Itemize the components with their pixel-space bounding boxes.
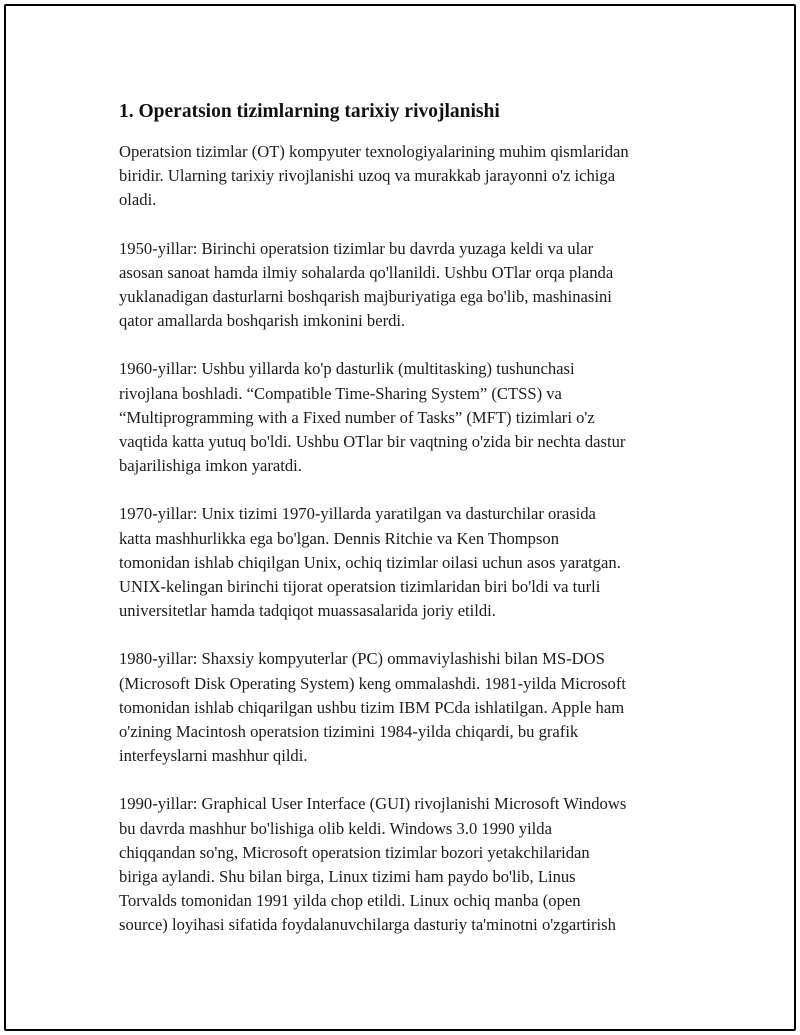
paragraph-line: (Microsoft Disk Operating System) keng ommalashdi. 1981-yilda Microsoft [119, 673, 626, 693]
paragraph-line: 1970-yillar: Unix tizimi 1970-yillarda yaratilgan va dasturchilar orasida [119, 504, 596, 524]
paragraph-line: 1990-yillar: Graphical User Interface (GUI) rivojlanishi Microsoft Windows [119, 794, 627, 814]
paragraph-line: 1950-yillar: Birinchi operatsion tizimlar bu davrda yuzaga keldi va ular [119, 238, 594, 258]
paragraph-line: katta mashhurlikka ega bo'lgan. Dennis Ritchie va Ken Thompson [119, 528, 560, 548]
paragraph-line: biridir. Ularning tarixiy rivojlanishi uzoq va murakkab jarayonni o'z ichiga [119, 166, 616, 186]
paragraph-line: 1960-yillar: Ushbu yillarda ko'p dasturlik (multitasking) tushunchasi [119, 359, 575, 379]
paragraph-line: universitetlar hamda tadqiqot muassasalarida joriy etildi. [119, 601, 496, 621]
paragraph-line: tomonidan ishlab chiqilgan Unix, ochiq tizimlar oilasi uchun asos yaratgan. [119, 552, 621, 572]
paragraph-line: yuklanadigan dasturlarni boshqarish majburiyatiga ega bo'lib, mashinasini [119, 287, 612, 307]
paragraph-line: biriga aylandi. Shu bilan birga, Linux tizimi ham paydo bo'lib, Linus [119, 867, 576, 887]
paragraph-1950s [119, 237, 694, 334]
paragraph-line: source) loyihasi sifatida foydalanuvchilarga dasturiy ta'minotni o'zgartirish [119, 915, 616, 935]
section-heading: 1. Operatsion tizimlarning tarixiy rivojlanishi [119, 101, 500, 122]
paragraph-line: vaqtida katta yutuq bo'ldi. Ushbu OTlar bir vaqtning o'zida bir nechta dastur [119, 432, 626, 452]
paragraph-line: Operatsion tizimlar (OT) kompyuter texnologiyalarining muhim qismlaridan [119, 142, 629, 161]
paragraph-line: 1980-yillar: Shaxsiy kompyuterlar (PC) ommaviylashishi bilan MS-DOS [119, 649, 605, 669]
paragraph-1990s [119, 792, 694, 937]
paragraph-1970s [119, 502, 694, 623]
paragraph-intro [119, 140, 694, 213]
paragraph-line: tomonidan ishlab chiqarilgan ushbu tizim IBM PCda ishlatilgan. Apple ham [119, 697, 625, 717]
paragraph-line: Torvalds tomonidan 1991 yilda chop etildi. Linux ochiq manba (open [119, 891, 581, 911]
paragraph-line: asosan sanoat hamda ilmiy sohalarda qo'llanildi. Ushbu OTlar orqa planda [119, 262, 614, 282]
paragraph-line: qator amallarda boshqarish imkonini berdi. [119, 311, 406, 331]
paragraph-line: UNIX-kelingan birinchi tijorat operatsion tizimlaridan biri bo'ldi va turli [119, 577, 601, 597]
paragraph-line: bajarilishiga imkon yaratdi. [119, 456, 302, 476]
paragraph-line: rivojlana boshladi. “Compatible Time-Sharing System” (CTSS) va [119, 383, 562, 403]
paragraph-line: bu davrda mashhur bo'lishiga olib keldi. Windows 3.0 1990 yilda [119, 818, 552, 838]
paragraph-1960s [119, 357, 694, 478]
paragraph-line: “Multiprogramming with a Fixed number of Tasks” (MFT) tizimlari o'z [119, 407, 595, 427]
paragraph-line: o'zining Macintosh operatsion tizimini 1984-yilda chiqardi, bu grafik [119, 722, 579, 742]
paragraph-line: interfeyslarni mashhur qildi. [119, 746, 308, 766]
paragraph-1980s [119, 647, 694, 768]
page-frame [4, 4, 796, 1031]
document-body [119, 98, 694, 938]
paragraph-line: chiqqandan so'ng, Microsoft operatsion tizimlar bozori yetakchilaridan [119, 842, 590, 862]
paragraph-line: oladi. [119, 190, 157, 210]
